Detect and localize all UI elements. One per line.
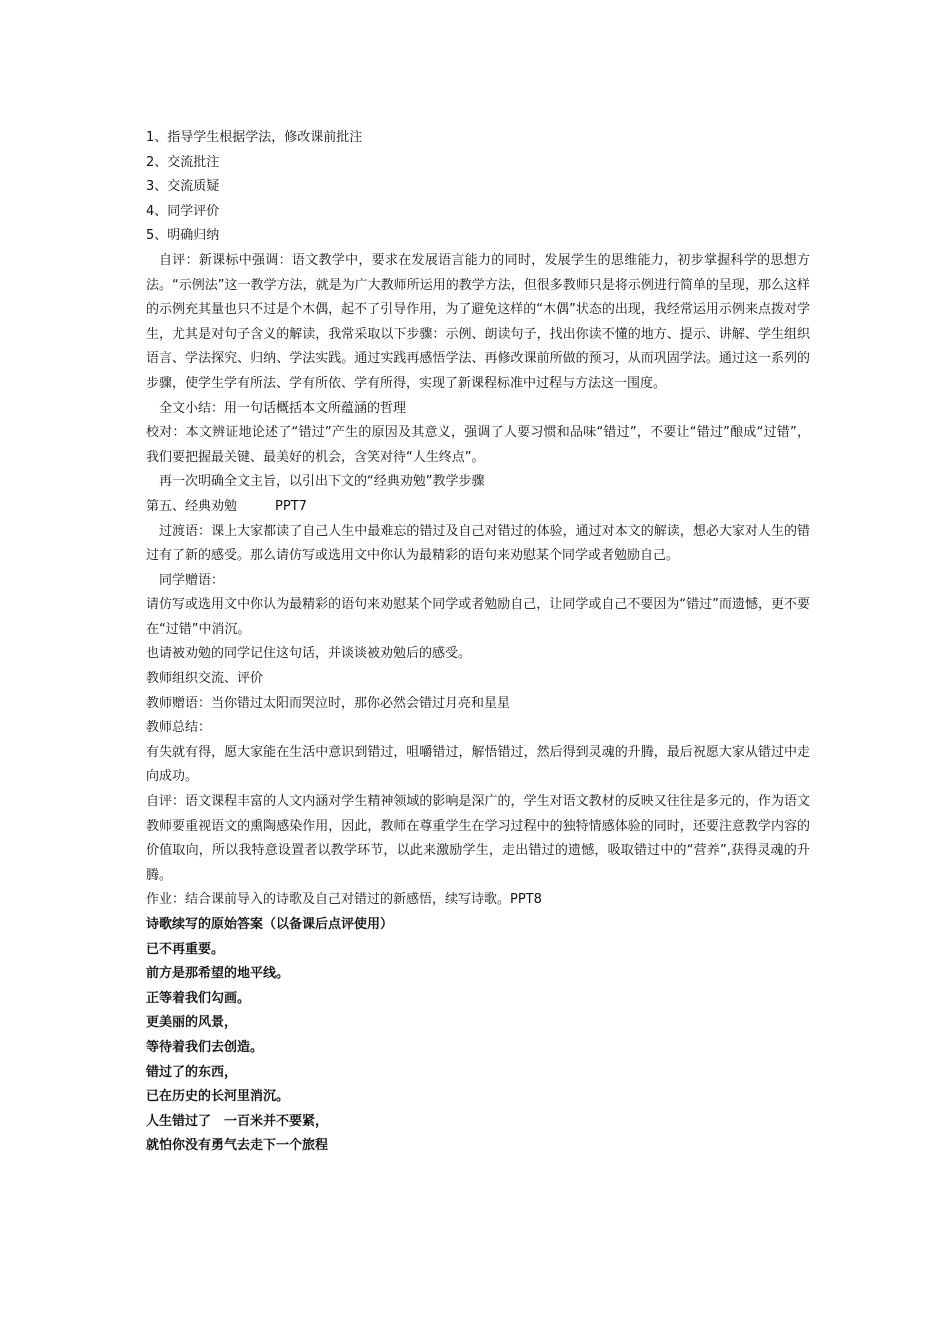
step-item: 4、同学评价 — [146, 203, 220, 219]
poem-line: 错过了的东西， — [146, 1064, 238, 1080]
transition-words: 过渡语：课上大家都读了自己人生中最难忘的错过及自己对错过的体验，通过对本文的解读，想必大家对人生的错过有了新的感受。那么请仿写或选用文中你认为最精彩的语句来劝慰某个同学或者勉励自己。 — [146, 523, 810, 564]
summary-prompt: 全文小结：用一句话概括本文所蕴涵的哲理 — [159, 400, 407, 416]
step-item: 3、交流质疑 — [146, 179, 220, 195]
peer-gift-heading: 同学赠语： — [159, 572, 225, 588]
section-title: 第五、经典劝勉 — [146, 498, 238, 514]
homework: 作业：结合课前导入的诗歌及自己对错过的新感悟，续写诗歌。PPT8 — [146, 892, 542, 908]
step-item: 1、指导学生根据学法，修改课前批注 — [146, 130, 363, 145]
teacher-gift: 教师赠语：当你错过太阳而哭泣时，那你必然会错过月亮和星星 — [146, 695, 511, 711]
summary-answer: 校对：本文辨证地论述了“错过”产生的原因及其意义，强调了人要习惯和品味“错过”，不要让“错过”酿成“过错”，我们要把握最关键、最美好的机会，含笑对待“人生终点”。 — [146, 425, 810, 465]
poem-line: 就怕你没有勇气去走下一个旅程 — [146, 1138, 329, 1154]
document-page — [146, 126, 810, 1159]
transition-note: 再一次明确全文主旨，以引出下文的“经典劝勉”教学步骤 — [159, 474, 485, 490]
step-item: 5、明确归纳 — [146, 228, 220, 244]
section-heading — [146, 495, 810, 520]
poem-line: 等待着我们去创造。 — [146, 1039, 264, 1055]
section-ppt-ref: PPT7 — [275, 498, 307, 514]
poem-line: 已不再重要。 — [146, 941, 225, 957]
poem-title: 诗歌续写的原始答案（以备课后点评使用） — [146, 917, 394, 932]
peer-gift-text: 请仿写或选用文中你认为最精彩的语句来劝慰某个同学或者勉励自己，让同学或自己不要因为“错过”而遗憾，更不要在“过错”中消沉。 — [146, 597, 810, 637]
self-review-paragraph: 自评：新课标中强调：语文教学中，要求在发展语言能力的同时，发展学生的思维能力，初步掌握科学的思想方法。“示例法”这一教学方法，就是为广大教师所运用的教学方法，但很多教师只是将示例进行简单的呈现，那么这样的示例充其量也只不过是个木偶，起不了引导作用，为了避免这样的“木偶”状态的出现，我经常运用示例来点拨对学生，尤其是对句子含义的解读，我常采取以下步骤：示例、朗读句子，找出你读不懂的地方、提示、讲解、学生组织语言、学法探究、归纳、学法实践。通过实践再感悟学法、再修改课前所做的预习，从而巩固学法。通过这一系列的步骤，使学生学有所法、学有所依、学有所得，实现了新课程标准中过程与方法这一围度。 — [146, 252, 810, 391]
poem-line: 已在历史的长河里消沉。 — [146, 1089, 290, 1105]
self-review-paragraph: 自评：语文课程丰富的人文内涵对学生精神领域的影响是深广的，学生对语文教材的反映又往往是多元的，作为语文教师要重视语文的熏陶感染作用，因此，教师在尊重学生在学习过程中的独特情感体验的同时，还要注意教学内容的价值取向，所以我特意设置者以教学环节，以此来激励学生，走出错过的遗憾，吸取错过中的“营养”,获得灵魂的升腾。 — [146, 794, 810, 883]
poem-line: 更美丽的风景， — [146, 1015, 238, 1031]
teacher-organize: 教师组织交流、评价 — [146, 671, 264, 687]
teacher-summary-heading: 教师总结： — [146, 720, 212, 736]
poem-line: 人生错过了 一百米并不要紧， — [146, 1113, 329, 1129]
remember-text: 也请被劝勉的同学记住这句话，并谈谈被劝勉后的感受。 — [146, 646, 472, 662]
teacher-summary-text: 有失就有得，愿大家能在生活中意识到错过，咀嚼错过，解悟错过，然后得到灵魂的升腾，最后祝愿大家从错过中走向成功。 — [146, 744, 810, 785]
poem-line: 正等着我们勾画。 — [146, 990, 251, 1006]
step-item: 2、交流批注 — [146, 154, 220, 170]
poem-line: 前方是那希望的地平线。 — [146, 966, 290, 982]
